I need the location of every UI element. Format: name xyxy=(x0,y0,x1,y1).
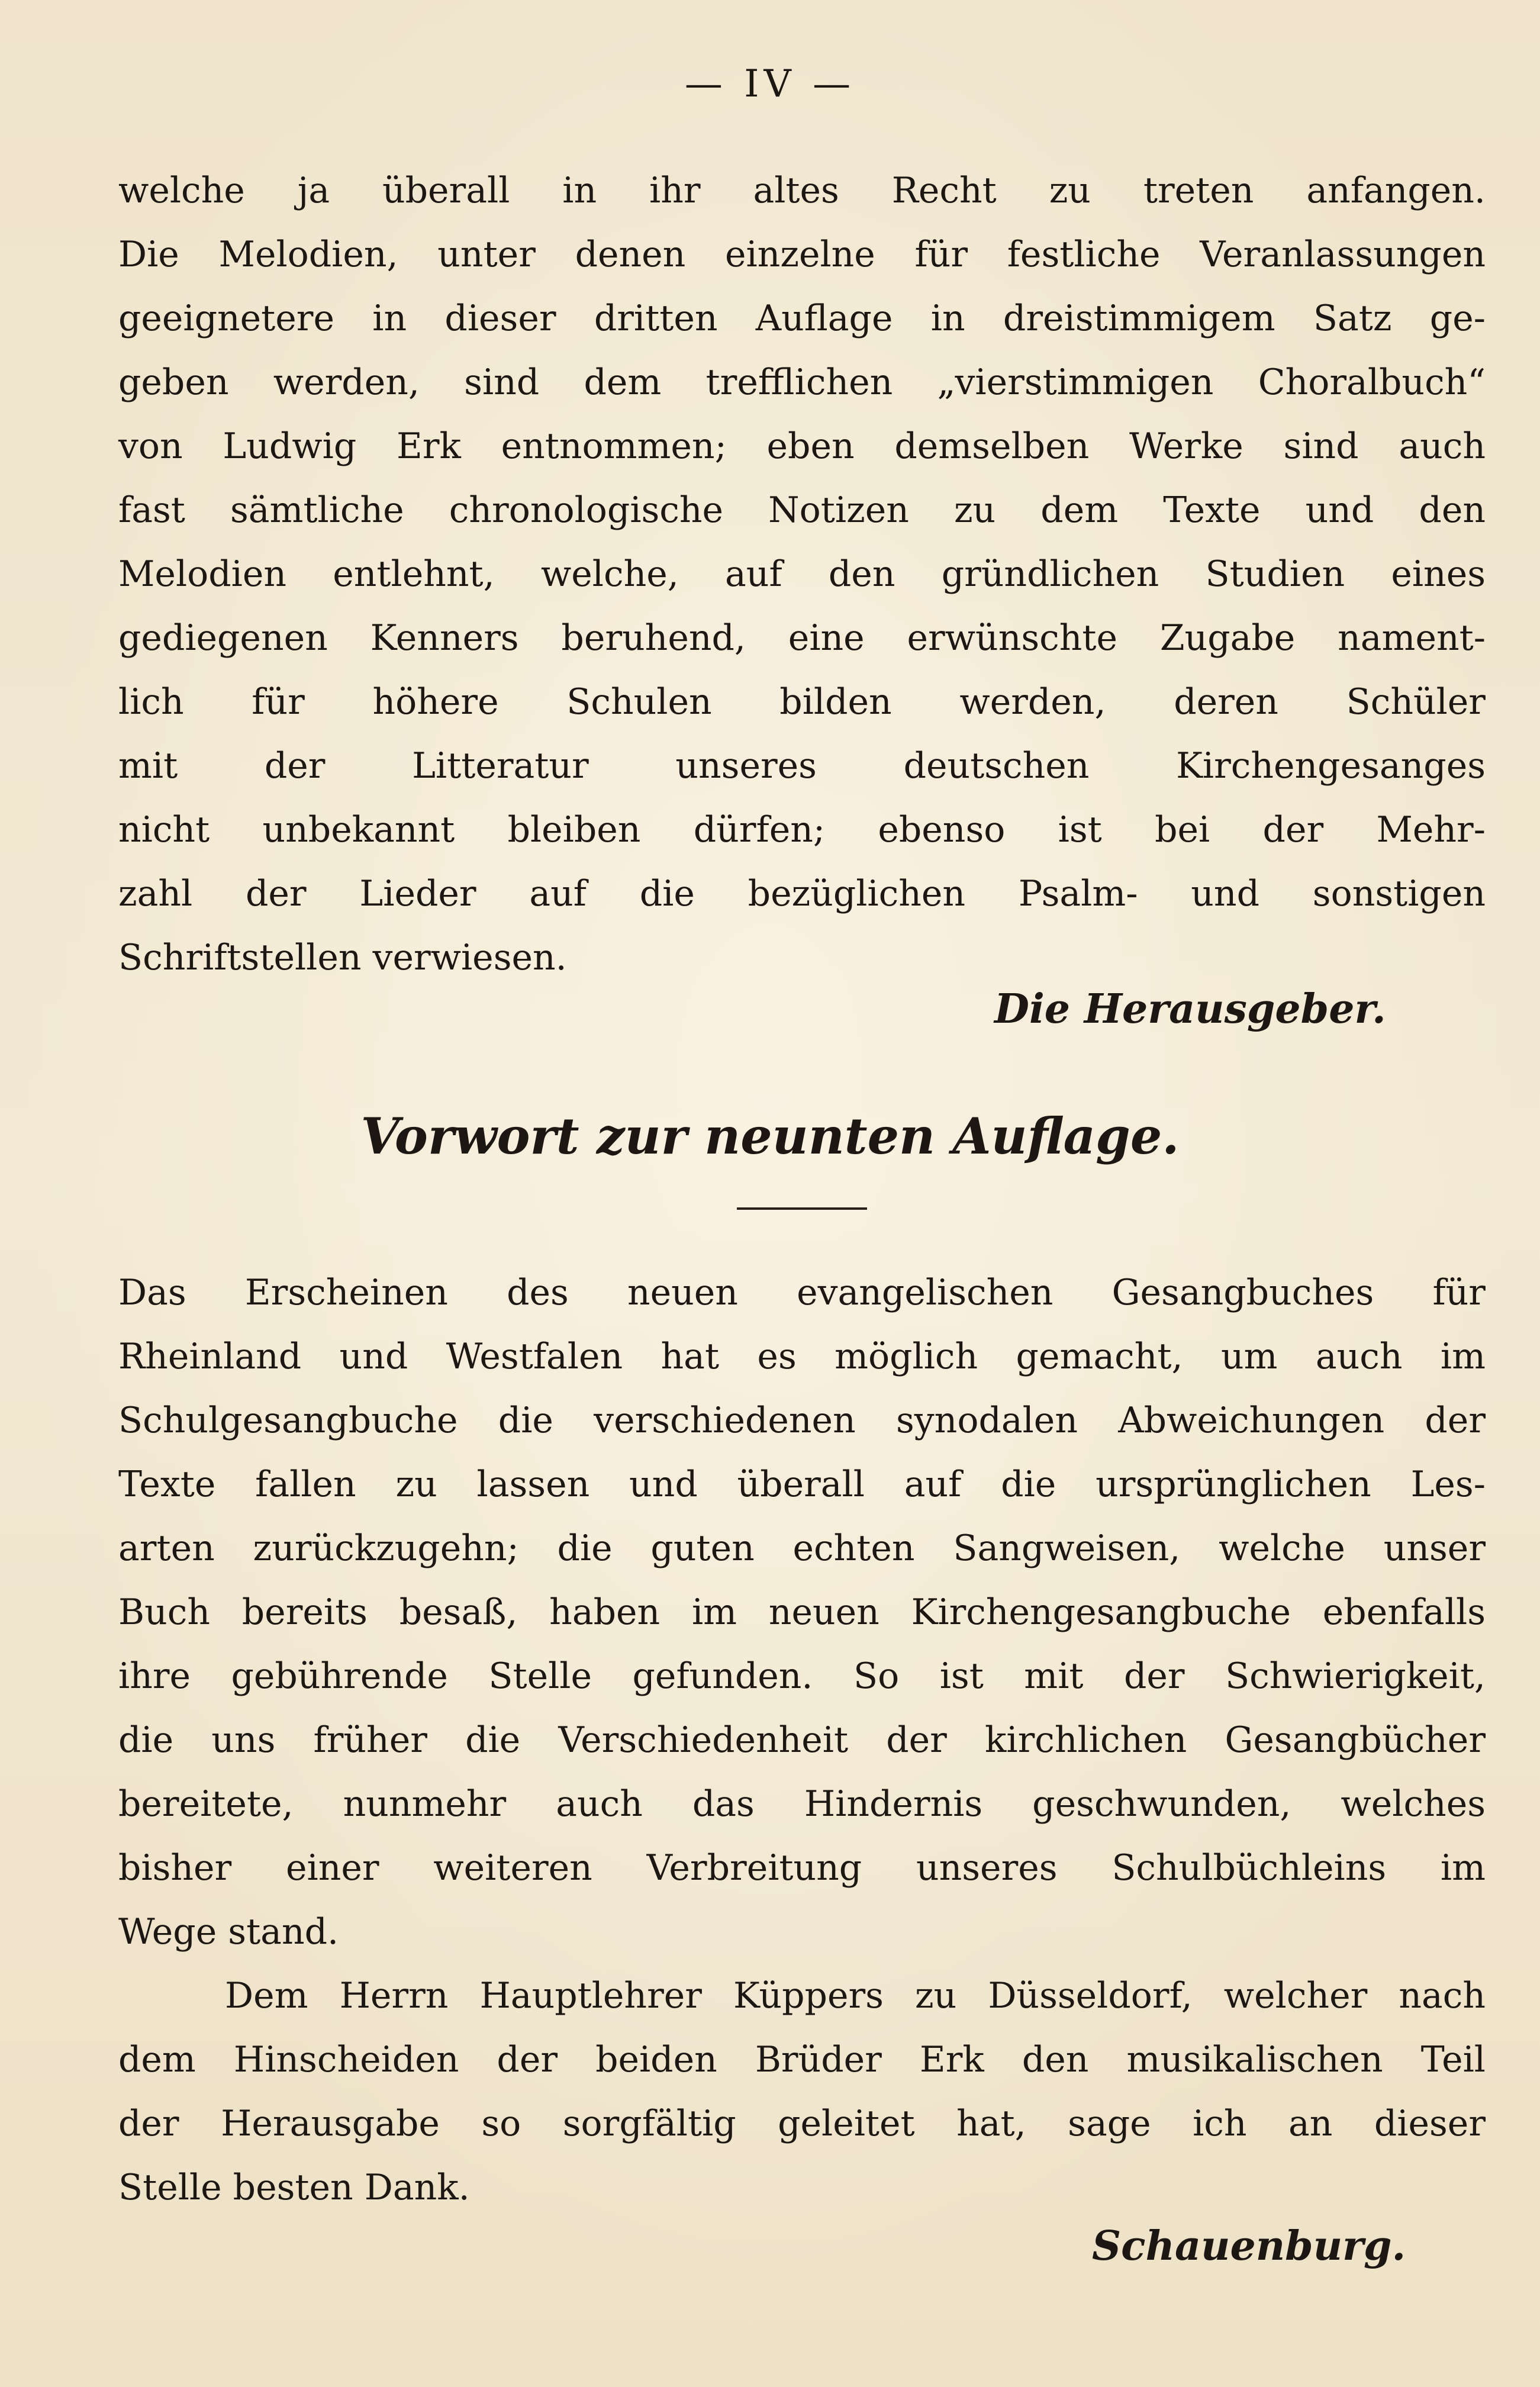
text-line: Die Melodien, unter denen einzelne für festliche Veranlassungen xyxy=(118,234,1486,275)
section-heading: Vorwort zur neunten Auflage. xyxy=(360,1107,1180,1165)
text-line: arten zurückzugehn; die guten echten Sangweisen, welche unser xyxy=(118,1528,1486,1569)
heading-divider xyxy=(737,1207,867,1210)
text-line: Das Erscheinen des neuen evangelischen Gesangbuches für xyxy=(118,1272,1486,1313)
text-line: lich für höhere Schulen bilden werden, deren Schüler xyxy=(118,681,1486,723)
signature-editors: Die Herausgeber. xyxy=(994,985,1386,1033)
text-line: zahl der Lieder auf die bezüglichen Psalm- und sonstigen xyxy=(118,873,1486,914)
text-line: Dem Herrn Hauptlehrer Küppers zu Düsseldorf, welcher nach xyxy=(225,1975,1486,2016)
text-line: Stelle besten Dank. xyxy=(118,2167,470,2208)
text-line: mit der Litteratur unseres deutschen Kirchengesanges xyxy=(118,745,1486,787)
text-line: Schulgesangbuche die verschiedenen synodalen Abweichungen der xyxy=(118,1400,1486,1441)
preface-continuation xyxy=(118,159,1486,990)
text-line: Melodien entlehnt, welche, auf den gründlichen Studien eines xyxy=(118,553,1486,595)
text-line: welche ja überall in ihr altes Recht zu treten anfangen. xyxy=(118,170,1486,211)
text-line: ihre gebührende Stelle gefunden. So ist mit der Schwierigkeit, xyxy=(118,1655,1486,1697)
text-line: Rheinland und Westfalen hat es möglich gemacht, um auch im xyxy=(118,1336,1486,1377)
signature-schauenburg: Schauenburg. xyxy=(1092,2222,1406,2270)
text-line: der Herausgabe so sorgfältig geleitet hat, sage ich an dieser xyxy=(118,2103,1486,2144)
text-line: bereitete, nunmehr auch das Hindernis geschwunden, welches xyxy=(118,1783,1486,1825)
text-line: Texte fallen zu lassen und überall auf die ursprünglichen Les- xyxy=(118,1464,1486,1505)
text-line: bisher einer weiteren Verbreitung unseres Schulbüchleins im xyxy=(118,1847,1486,1889)
text-line: Buch bereits besaß, haben im neuen Kirchengesangbuche ebenfalls xyxy=(118,1592,1486,1633)
text-line: geeignetere in dieser dritten Auflage in dreistimmigem Satz ge- xyxy=(118,298,1486,339)
text-line: geben werden, sind dem trefflichen „vierstimmigen Choralbuch“ xyxy=(118,362,1486,403)
preface-ninth-edition xyxy=(118,1261,1486,2220)
text-line: dem Hinscheiden der beiden Brüder Erk den musikalischen Teil xyxy=(118,2039,1486,2080)
text-line: von Ludwig Erk entnommen; eben demselben Werke sind auch xyxy=(118,426,1486,467)
text-line: nicht unbekannt bleiben dürfen; ebenso ist bei der Mehr- xyxy=(118,809,1486,851)
text-line: fast sämtliche chronologische Notizen zu dem Texte und den xyxy=(118,489,1486,531)
text-line: gediegenen Kenners beruhend, eine erwünschte Zugabe nament- xyxy=(118,617,1486,659)
page-number: — IV — xyxy=(684,62,856,106)
text-line: Schriftstellen verwiesen. xyxy=(118,937,567,978)
text-line: Wege stand. xyxy=(118,1911,339,1953)
text-line: die uns früher die Verschiedenheit der kirchlichen Gesangbücher xyxy=(118,1719,1486,1761)
